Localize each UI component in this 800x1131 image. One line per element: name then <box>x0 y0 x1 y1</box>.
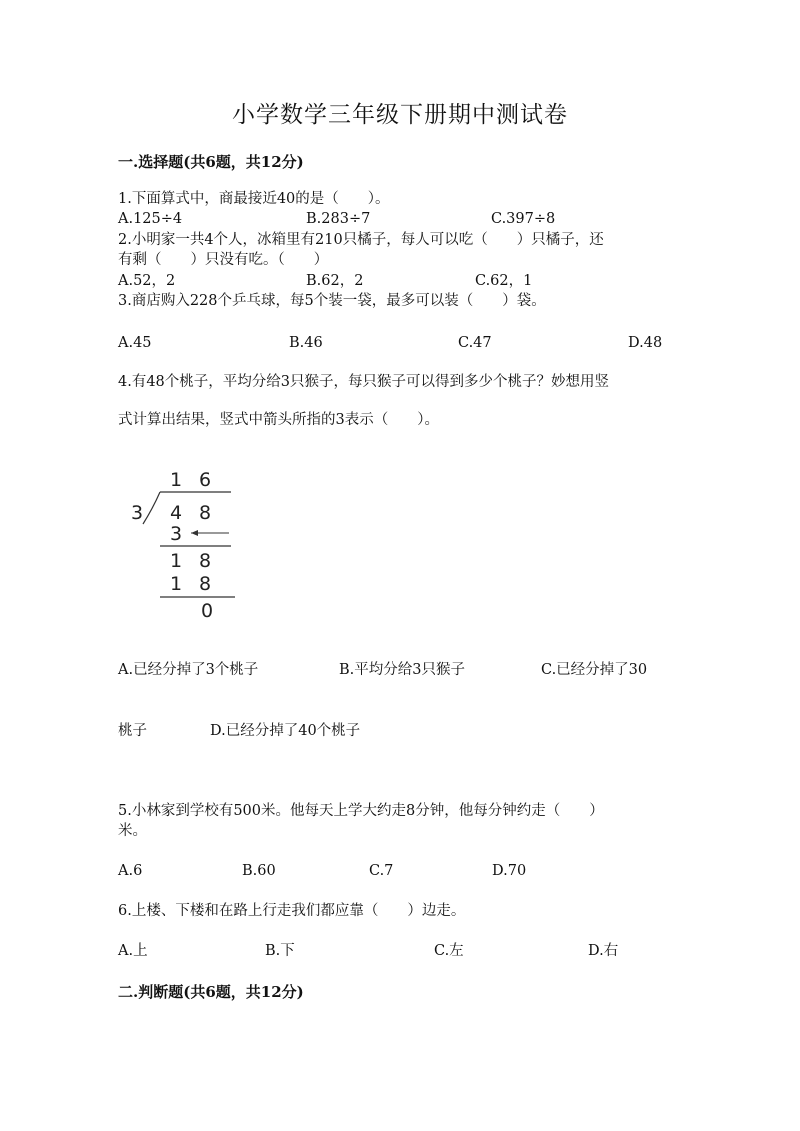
q4-option-d: D.已经分掉了40个桃子 <box>210 723 361 739</box>
q1-option-b: B.283÷7 <box>306 211 371 227</box>
question-2-stem-line1: 2.小明家一共4个人，冰箱里有210只橘子，每人可以吃（ ）只橘子，还 <box>118 232 604 248</box>
question-5-stem-line1: 5.小林家到学校有500米。他每天上学大约走8分钟，他每分钟约走（ ） <box>118 803 604 819</box>
divisor: 3 <box>131 502 144 524</box>
quotient-digit-2: 6 <box>199 469 212 491</box>
section-heading-choice: 一.选择题(共6题，共12分) <box>118 153 304 171</box>
section-heading-judgment: 二.判断题(共6题，共12分) <box>118 983 304 1001</box>
q2-option-c: C.62，1 <box>475 273 533 289</box>
long-division-figure <box>125 462 255 627</box>
question-6-stem: 6.上楼、下楼和在路上行走我们都应靠（ ）边走。 <box>118 903 466 919</box>
q3-option-c: C.47 <box>458 335 492 351</box>
q5-option-a: A.6 <box>118 863 143 879</box>
quotient-digit-1: 1 <box>170 469 183 491</box>
step-product-3: 3 <box>170 523 183 545</box>
question-5-stem-line2: 米。 <box>118 823 147 839</box>
q3-option-d: D.48 <box>628 335 663 351</box>
q6-option-c: C.左 <box>434 943 464 959</box>
q3-option-a: A.45 <box>118 335 152 351</box>
final-remainder: 0 <box>201 600 214 622</box>
q4-option-c-continued: 桃子 <box>118 723 147 739</box>
question-4-stem-line2: 式计算出结果，竖式中箭头所指的3表示（ ）。 <box>118 412 439 428</box>
arrow-left-icon <box>191 530 198 536</box>
q3-option-b: B.46 <box>289 335 323 351</box>
q6-option-d: D.右 <box>588 943 619 959</box>
dividend-digit-2: 8 <box>199 502 212 524</box>
step-remainder-digit-2: 8 <box>199 550 212 572</box>
division-bracket <box>143 492 160 524</box>
step-product-digit-2: 8 <box>199 573 212 595</box>
q6-option-a: A.上 <box>118 943 148 959</box>
step-product-digit-1: 1 <box>170 573 183 595</box>
q4-option-c: C.已经分掉了30 <box>541 662 648 678</box>
q5-option-c: C.7 <box>369 863 394 879</box>
q6-option-b: B.下 <box>265 943 295 959</box>
q5-option-d: D.70 <box>492 863 527 879</box>
q4-option-a: A.已经分掉了3个桃子 <box>118 662 259 678</box>
q1-option-c: C.397÷8 <box>491 211 556 227</box>
question-4-stem-line1: 4.有48个桃子，平均分给3只猴子，每只猴子可以得到多少个桃子？妙想用竖 <box>118 374 610 390</box>
question-2-stem-line2: 有剩（ ）只没有吃。（ ） <box>118 252 329 268</box>
dividend-digit-1: 4 <box>170 502 183 524</box>
question-3-stem: 3.商店购入228个乒乓球，每5个装一袋，最多可以装（ ）袋。 <box>118 293 546 309</box>
question-1-stem: 1.下面算式中，商最接近40的是（ ）。 <box>118 191 390 207</box>
q5-option-b: B.60 <box>242 863 276 879</box>
q1-option-a: A.125÷4 <box>118 211 183 227</box>
q2-option-b: B.62，2 <box>306 273 364 289</box>
q2-option-a: A.52，2 <box>118 273 176 289</box>
step-remainder-digit-1: 1 <box>170 550 183 572</box>
page-title: 小学数学三年级下册期中测试卷 <box>232 102 568 128</box>
q4-option-b: B.平均分给3只猴子 <box>339 662 465 678</box>
